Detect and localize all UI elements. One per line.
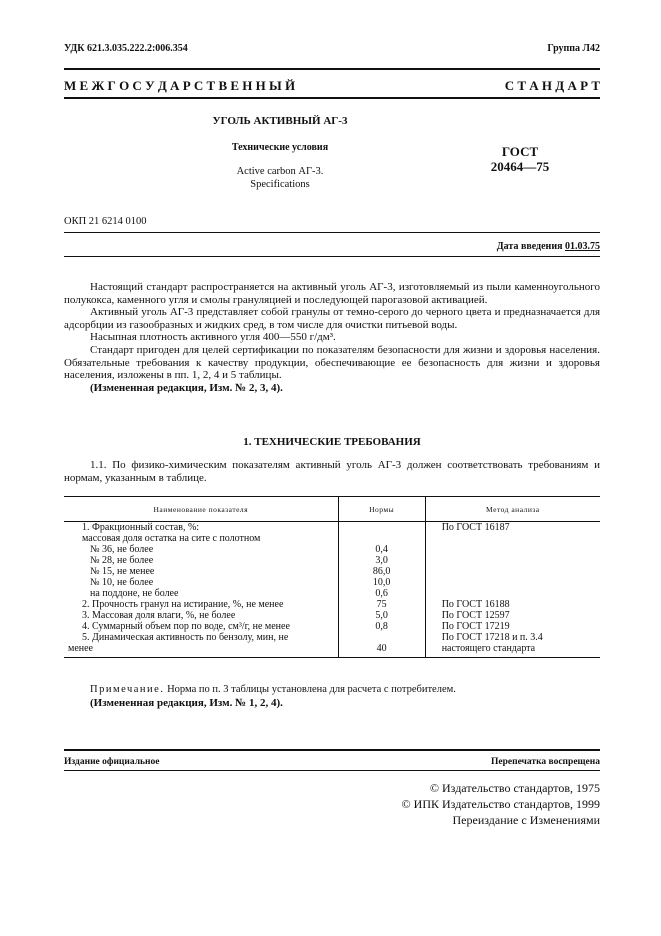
reprint-prohibited: Перепечатка воспрещена	[490, 757, 600, 767]
row1-item-name: № 10, не более	[90, 577, 154, 588]
row2-norm: 75	[338, 599, 425, 610]
intro-amendment: (Измененная редакция, Изм. № 2, 3, 4).	[90, 381, 283, 394]
reissue-note: Переиздание с Изменениями	[452, 813, 600, 827]
gost-label: ГОСТ	[501, 144, 539, 159]
standard-banner	[64, 78, 600, 94]
table-row	[64, 632, 600, 658]
banner-word-interstate: М Е Ж Г О С У Д А Р С Т В Е Н Н Ы Й	[64, 78, 296, 93]
row5-name-line1: 5. Динамическая активность по бензолу, мин, не	[82, 632, 289, 643]
row1-item-norm: 86,0	[372, 566, 391, 577]
row3-name: 3. Массовая доля влаги, %, не более	[64, 610, 338, 621]
row1-item-norm: 0,6	[375, 588, 388, 599]
table-header-row	[64, 497, 600, 522]
okp-rule	[64, 232, 600, 233]
section-text	[64, 459, 600, 484]
gost-number	[470, 144, 570, 174]
okp-code: ОКП 21 6214 0100	[64, 216, 147, 227]
section-title: 1. ТЕХНИЧЕСКИЕ ТРЕБОВАНИЯ	[243, 436, 421, 448]
table-note	[64, 684, 600, 695]
copyright-block	[402, 780, 600, 828]
copyright-1999: © ИПК Издательство стандартов, 1999	[401, 797, 600, 811]
top-rule	[64, 68, 600, 70]
header-indicator: Наименование показателя	[64, 497, 338, 522]
footer-rule	[64, 749, 600, 751]
intro-date-label: Дата введения	[496, 241, 563, 252]
group-code: Группа Л42	[547, 43, 600, 54]
udk-code: УДК 621.3.035.222.2:006.354	[64, 43, 188, 54]
row1-item-name: № 15, не менее	[90, 566, 155, 577]
banner-bottom-rule	[64, 97, 600, 99]
document-title: УГОЛЬ АКТИВНЫЙ АГ-3	[212, 115, 348, 127]
note-label: Примечание.	[90, 684, 165, 695]
row4-method: По ГОСТ 17219	[441, 621, 510, 632]
row1-item-name: № 36, не более	[90, 544, 154, 555]
official-edition: Издание официальное	[64, 757, 160, 767]
intro-date-value: 01.03.75	[565, 241, 600, 252]
english-title-line2: Specifications	[250, 179, 310, 190]
section-paragraph-1: 1.1. По физико-химическим показателям активный уголь АГ-3 должен соответствовать требованиям и нормам, указанным в таблице.	[64, 459, 600, 484]
row4-name: 4. Суммарный объем пор по воде, см³/г, не менее	[64, 621, 338, 632]
row2-method: По ГОСТ 16188	[441, 599, 510, 610]
intro-paragraph-4: Стандарт пригоден для целей сертификации по показателям безопасности для жизни и здоровья населения. Обязательные требования к качеству продукции, обеспечивающие ее безопасность для жизни и здоровья населения, изложены в пп. 1, 2, 4 и 5 таблицы.	[64, 343, 600, 382]
intro-paragraph-1: Настоящий стандарт распространяется на активный уголь АГ-3, изготовляемый из пыли каменноугольного полукокса, каменного угля и смолы грануляцией и последующей парогазовой активацией.	[64, 281, 600, 306]
intro-paragraph-2: Активный уголь АГ-3 представляет собой гранулы от темно-серого до черного цвета и предназначается для адсорбции из газообразных и жидких сред, в том числе для очистки питьевой воды.	[64, 306, 600, 331]
table-row	[64, 610, 600, 621]
row1-method: По ГОСТ 16187	[441, 522, 510, 533]
spec-table	[64, 496, 600, 658]
header-method: Метод анализа	[425, 497, 600, 522]
row5-norm: 40	[376, 643, 387, 654]
intro-paragraph-3: Насыпная плотность активного угля 400—550 г/дм³.	[90, 331, 336, 344]
row4-norm: 0,8	[338, 621, 425, 632]
row5-method-line1: По ГОСТ 17218 и п. 3.4	[441, 632, 543, 643]
row1-item-norm: 3,0	[375, 555, 388, 566]
header-norms: Нормы	[338, 497, 425, 522]
date-rule	[64, 256, 600, 257]
row3-norm: 5,0	[338, 610, 425, 621]
section-amendment: (Измененная редакция, Изм. № 1, 2, 4).	[90, 697, 283, 709]
row2-name: 2. Прочность гранул на истирание, %, не менее	[64, 599, 338, 610]
banner-word-standard: С Т А Н Д А Р Т	[504, 78, 600, 93]
intro-text	[64, 281, 600, 394]
intro-date	[497, 241, 600, 252]
table-row	[64, 522, 600, 600]
table-row	[64, 621, 600, 632]
row1-item-norm: 10,0	[372, 577, 391, 588]
table-row	[64, 599, 600, 610]
gost-code: 20464—75	[490, 159, 550, 174]
document-subtitle: Технические условия	[231, 142, 329, 153]
row1-item-name: № 28, не более	[90, 555, 154, 566]
footer-rule-thin	[64, 770, 600, 771]
row1-item-name: на поддоне, не более	[90, 588, 179, 599]
english-title-line1: Active carbon АГ-3.	[236, 166, 324, 177]
copyright-1975: © Издательство стандартов, 1975	[429, 781, 600, 795]
row5-name-line2: менее	[68, 643, 93, 654]
row5-method-line2: настоящего стандарта	[441, 643, 536, 654]
row1-subname: массовая доля остатка на сите с полотном	[82, 533, 261, 544]
row1-item-norm: 0,4	[375, 544, 388, 555]
english-title	[160, 165, 400, 191]
note-text: Норма по п. 3 таблицы установлена для расчета с потребителем.	[167, 684, 456, 695]
row1-name: 1. Фракционный состав, %:	[82, 522, 200, 533]
row3-method: По ГОСТ 12597	[441, 610, 510, 621]
